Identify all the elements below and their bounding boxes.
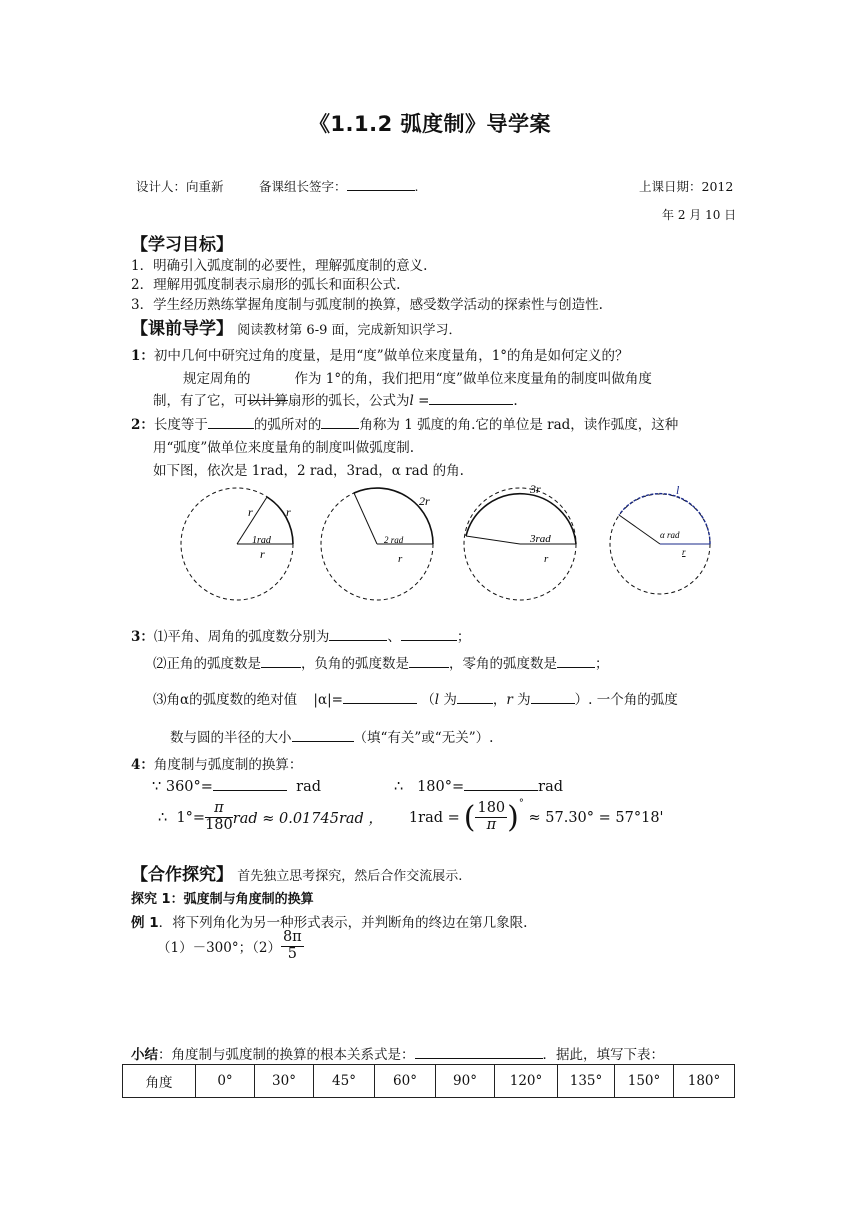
- summary-label: 小结: [131, 1047, 158, 1063]
- q3-line4: [170, 726, 493, 746]
- fig2-radius-label: r: [398, 553, 403, 565]
- table-cell: 120°: [495, 1065, 558, 1098]
- q3-comma: ，: [492, 692, 507, 708]
- degree-table: [122, 1064, 735, 1098]
- pi-over-180-fraction: [205, 801, 233, 834]
- preview-intro: 阅读教材第 6-9 面，完成新知识学习．: [237, 323, 462, 338]
- table-cell: 180°: [674, 1065, 735, 1098]
- q3-separator: 、: [387, 629, 401, 645]
- summary-text: ：角度制与弧度制的换算的根本关系式是：: [158, 1047, 415, 1063]
- q3-blank-9: [292, 728, 354, 742]
- therefore-symbol-2: ∴: [158, 809, 168, 826]
- table-cell-header: 角度: [123, 1065, 196, 1098]
- figure-3rad: [464, 482, 576, 600]
- problem-1: （1）－300°；（2）: [157, 940, 281, 957]
- q3-blank-4: [409, 654, 449, 668]
- q4-blank-2: [464, 777, 538, 791]
- fig1-angle-label: 1rad: [252, 535, 271, 546]
- fig3-angle-label: 3rad: [530, 533, 551, 545]
- q3-line1: [131, 625, 470, 645]
- q1-line1: [131, 344, 629, 364]
- q2-blank-1: [208, 415, 254, 429]
- q1-strikethrough: 以计算: [247, 393, 288, 409]
- 8pi-over-5-fraction: [281, 930, 304, 963]
- q3-blank-1: [329, 627, 387, 641]
- example-1: [131, 911, 527, 931]
- q1-part-d: 扇形的弧长，公式为: [288, 393, 410, 409]
- goal-item-2: 2．理解用弧度制表示扇形的弧长和面积公式.: [131, 277, 401, 293]
- q3-blank-6: [343, 690, 417, 704]
- q4-e2-left: 180°=: [417, 779, 465, 795]
- q4-e1-left: 360°=: [165, 779, 213, 795]
- explore-topic: 探究 1：弧度制与角度制的换算: [131, 892, 314, 907]
- q4-e4-left: 1rad =: [408, 809, 460, 826]
- q1-answer-blank: [429, 391, 513, 405]
- coop-heading-line: [131, 860, 462, 885]
- goal-item-1: 1．明确引入弧度制的必要性，理解弧度制的意义.: [131, 258, 428, 274]
- q4-line1: [131, 753, 302, 773]
- q2-part-b: 的弧所对的: [253, 417, 322, 433]
- preview-heading-line: [131, 314, 462, 339]
- fig4-angle-label: α rad: [660, 530, 680, 540]
- signature-field: [259, 177, 419, 195]
- q4-number: 4：: [131, 757, 154, 773]
- signature-label: 备课组长签字：: [259, 179, 347, 194]
- figure-2rad: [321, 488, 433, 600]
- fig1-radius-label-b: r: [260, 547, 265, 561]
- q1-formula: l =: [409, 393, 430, 409]
- q3-part-c6: ）. 一个角的弧度: [574, 692, 678, 708]
- table-cell: 45°: [314, 1065, 375, 1098]
- q4-text: 角度制与弧度制的换算：: [153, 757, 303, 773]
- q3-blank-2: [401, 627, 457, 641]
- q4-e3-right: rad ≈ 0.01745rad ，: [232, 811, 383, 827]
- q2-part-a: 长度等于: [153, 417, 208, 433]
- q3-part-b3: ，零角的弧度数是: [449, 656, 557, 672]
- q1-number: 1：: [131, 348, 154, 364]
- table-cell: 30°: [255, 1065, 314, 1098]
- q4-blank-1: [213, 777, 287, 791]
- fraction-numerator: π: [205, 801, 233, 818]
- table-row: [123, 1065, 735, 1098]
- q4-e1-unit: rad: [296, 779, 321, 795]
- fig1-radius-label-a: r: [248, 505, 253, 519]
- summary-line: [131, 1043, 664, 1063]
- q3-blank-3: [261, 654, 301, 668]
- q3-line2: [153, 652, 609, 672]
- q1-part-a: 规定周角的: [183, 371, 251, 387]
- example-text: ．将下列角化为另一种形式表示，并判断角的终边在第几象限.: [158, 915, 528, 931]
- q3-blank-5: [557, 654, 595, 668]
- example-problems: [157, 930, 304, 963]
- signature-blank: [347, 177, 415, 191]
- goals-heading: 【学习目标】: [131, 235, 233, 255]
- q3-part-b2: ，负角的弧度数是: [301, 656, 409, 672]
- q2-line3: 如下图，依次是 1rad，2 rad，3rad，α rad 的角.: [153, 463, 464, 479]
- designer: 设计人：向重新: [136, 179, 224, 194]
- fig1-arc-label: r: [286, 505, 291, 519]
- table-cell: 60°: [375, 1065, 436, 1098]
- table-cell: 150°: [615, 1065, 674, 1098]
- goal-item-3: 3．学生经历熟练掌握角度制与弧度制的换算，感受数学活动的探索性与创造性.: [131, 297, 603, 313]
- q3-a-end: ；: [456, 629, 471, 645]
- table-cell: 90°: [436, 1065, 495, 1098]
- fraction-denominator: 180: [205, 817, 233, 833]
- figure-alpha-rad: [610, 483, 710, 594]
- q3-part-d1: 数与圆的半径的大小: [170, 730, 292, 746]
- q3-blank-8: [531, 690, 575, 704]
- fraction-numerator-2: 180: [477, 800, 506, 817]
- date-line1: 上课日期：2012: [639, 179, 734, 194]
- q2-number: 2：: [131, 417, 154, 433]
- q1-part-c: 制，有了它，可: [153, 393, 248, 409]
- signature-end: .: [414, 179, 419, 194]
- fraction-numerator-3: 8π: [282, 929, 302, 945]
- fraction-denominator-3: 5: [287, 945, 297, 962]
- q3-line3: [153, 688, 678, 708]
- fig3-radius-label: r: [544, 553, 549, 565]
- q3-b-end: ；: [595, 656, 609, 672]
- q4-e3-left: 1°=: [176, 809, 206, 826]
- q3-part-a: ⑴平角、周角的弧度数分别为: [153, 629, 330, 645]
- q2-part-c: 角称为 1 弧度的角.它的单位是 rad，读作弧度，这种: [359, 417, 679, 433]
- summary-blank: [415, 1045, 543, 1059]
- date-line2: 年 2 月 10 日: [662, 208, 737, 222]
- table-cell: 0°: [196, 1065, 255, 1098]
- q3-paren-open: （: [421, 692, 435, 708]
- example-label: 例 1: [131, 915, 159, 931]
- q4-eq-1: [152, 777, 321, 795]
- q3-part-c1: ⑶角α的弧度数的绝对值: [153, 692, 298, 708]
- q4-eq-2: [394, 777, 563, 795]
- fig4-radius-label: r: [682, 547, 686, 557]
- q2-blank-2: [321, 415, 359, 429]
- q1-line3: [153, 389, 518, 409]
- fig2-angle-label: 2 rad: [384, 535, 404, 545]
- 180-over-pi-fraction: [475, 801, 507, 834]
- q1-part-b: 作为 1°的角，我们把用“度”做单位来度量角的制度叫做角度: [294, 371, 652, 387]
- q1-line2: [183, 367, 652, 387]
- q1-end: .: [513, 393, 518, 409]
- q2-line1: [131, 413, 678, 433]
- therefore-symbol: ∴: [394, 779, 404, 795]
- q3-l-symbol: l: [434, 692, 440, 708]
- coop-intro: 首先独立思考探究，然后合作交流展示.: [237, 869, 463, 884]
- q4-eq-3: ∴ 1°= $\frac{\pi}{180}$ rad ≈ 0.01745rad ， 1rad = ( $\frac{180}{\pi}$ ) ° ≈ 57.30° = 57°18': [158, 798, 664, 835]
- q1-text: 初中几何中研究过角的度量，是用“度”做单位来度量角，1°的角是如何定义的？: [153, 348, 629, 364]
- q2-line2: 用“弧度”做单位来度量角的制度叫做弧度制.: [153, 440, 415, 456]
- because-symbol: ∵: [152, 779, 162, 795]
- q3-number: 3：: [131, 629, 154, 645]
- figure-1rad: [181, 488, 293, 600]
- coop-heading: 【合作探究】: [131, 865, 233, 885]
- fig2-arc-label: 2r: [419, 494, 430, 508]
- page-title: 《1.1.2 弧度制》导学案: [308, 112, 552, 136]
- q3-r-label: 为: [512, 692, 531, 708]
- q3-blank-7: [457, 690, 493, 704]
- fig4-arc-label: l: [676, 483, 680, 497]
- q3-part-b1: ⑵正角的弧度数是: [153, 656, 261, 672]
- fraction-denominator-2: π: [486, 817, 497, 833]
- preview-heading: 【课前导学】: [131, 319, 233, 339]
- q3-part-d2: （填“有关”或“无关”）.: [353, 730, 494, 746]
- q4-e2-unit: rad: [538, 779, 563, 795]
- fig3-arc-label: 3r: [530, 482, 541, 496]
- q3-abs-formula: |α|=: [313, 692, 343, 708]
- q3-l-label: 为: [439, 692, 457, 708]
- q4-e4-right: ≈ 57.30° = 57°18': [528, 809, 664, 826]
- summary-end: ．据此，填写下表：: [542, 1047, 664, 1063]
- radian-figures: [170, 478, 750, 608]
- q3-r-symbol: r: [506, 692, 513, 708]
- table-cell: 135°: [558, 1065, 615, 1098]
